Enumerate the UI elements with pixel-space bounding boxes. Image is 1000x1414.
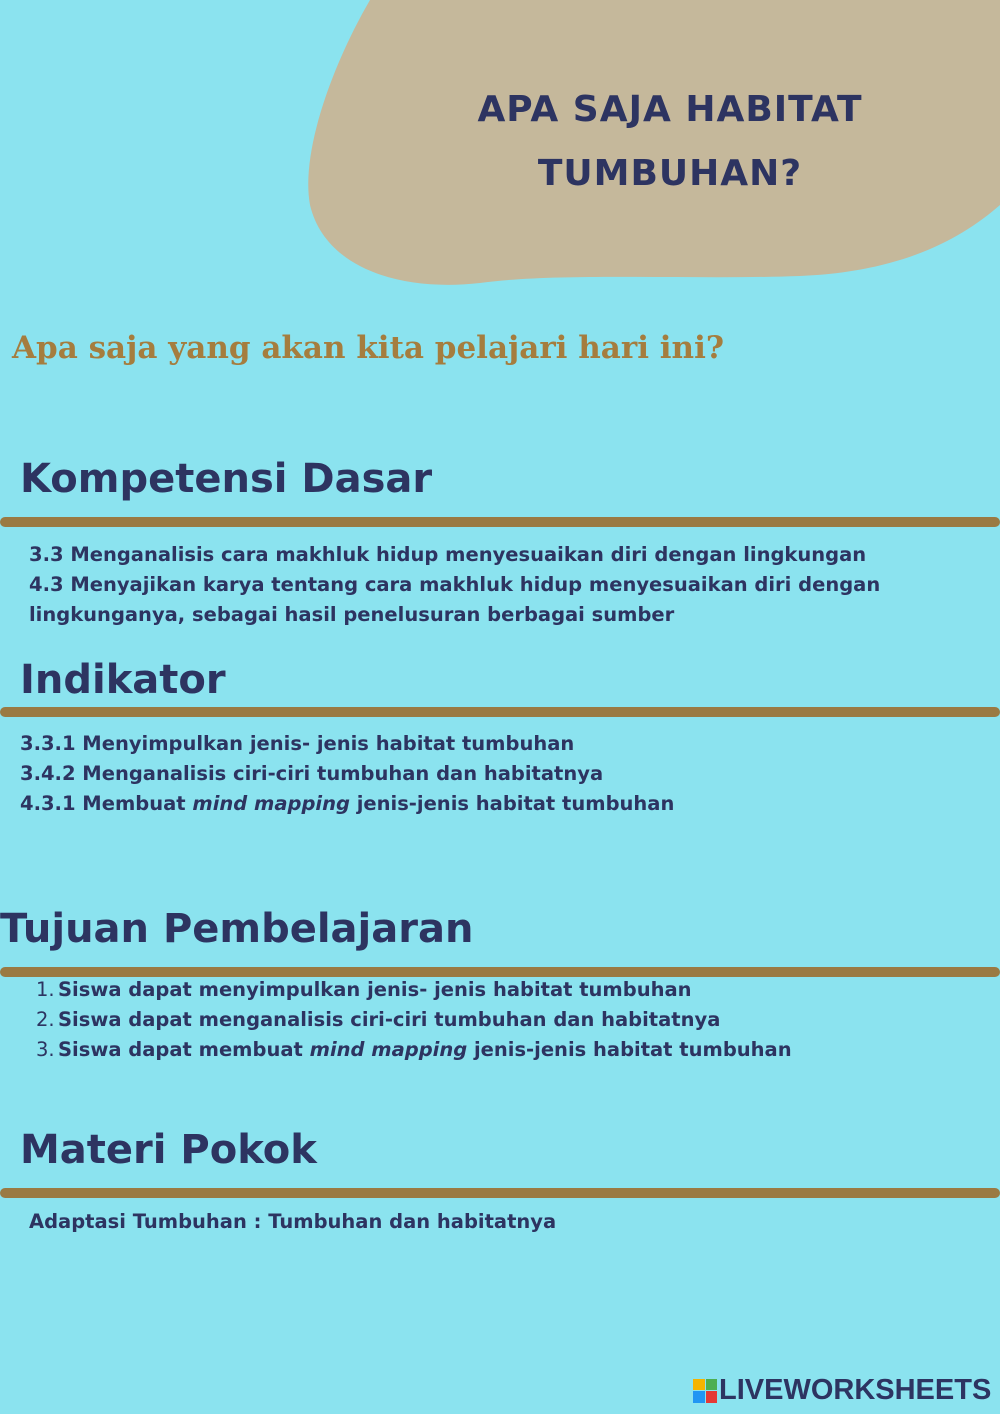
tujuan-item (36, 1035, 792, 1065)
tujuan-item-number: 3. (36, 1038, 55, 1061)
page-title (440, 78, 900, 206)
logo-square (693, 1391, 705, 1403)
tujuan-item-prefix: Siswa dapat membuat (58, 1038, 310, 1061)
indikator-item-prefix: 4.3.1 Membuat (20, 792, 193, 815)
logo-square (706, 1391, 718, 1403)
tujuan-item (36, 1005, 792, 1035)
kd-line: 4.3 Menyajikan karya tentang cara makhluk hidup menyesuaikan diri dengan (29, 573, 881, 596)
tujuan-list (36, 975, 792, 1065)
section-title-materi-pokok: Materi Pokok (20, 1127, 317, 1173)
section-title-indikator: Indikator (20, 657, 226, 703)
indikator-item: 3.4.2 Menganalisis ciri-ciri tumbuhan dan habitatnya (20, 762, 604, 785)
section-title-kompetensi-dasar: Kompetensi Dasar (20, 456, 433, 502)
section-divider (0, 517, 1000, 527)
tujuan-item-text (58, 1035, 792, 1065)
tujuan-item-number: 1. (36, 978, 55, 1001)
kd-line: 3.3 Menganalisis cara makhluk hidup menyesuaikan diri dengan lingkungan (29, 543, 867, 566)
section-divider (0, 1188, 1000, 1198)
kd-line: lingkunganya, sebagai hasil penelusuran berbagai sumber (29, 603, 675, 626)
indikator-list (20, 729, 674, 819)
logo-square (693, 1379, 705, 1391)
kompetensi-dasar-text (29, 540, 880, 630)
indikator-item-italic: mind mapping (192, 792, 350, 815)
tujuan-item-suffix: jenis-jenis habitat tumbuhan (467, 1038, 792, 1061)
tujuan-item-number: 2. (36, 1008, 55, 1031)
section-title-tujuan-pembelajaran: Tujuan Pembelajaran (0, 906, 474, 952)
page-title-line-2: TUMBUHAN? (537, 153, 803, 194)
watermark-text: LIVEWORKSHEETS (719, 1374, 992, 1406)
section-divider (0, 707, 1000, 717)
indikator-item-suffix: jenis-jenis habitat tumbuhan (349, 792, 675, 815)
intro-question: Apa saja yang akan kita pelajari hari ini? (12, 330, 725, 366)
liveworksheets-watermark (693, 1374, 991, 1407)
tujuan-item (36, 975, 792, 1005)
indikator-item: 3.3.1 Menyimpulkan jenis- jenis habitat tumbuhan (20, 732, 575, 755)
tujuan-item-text: Siswa dapat menganalisis ciri-ciri tumbuhan dan habitatnya (58, 1008, 721, 1031)
indikator-item (20, 789, 674, 819)
logo-square (706, 1379, 718, 1391)
page-title-line-1: APA SAJA HABITAT (477, 89, 863, 130)
tujuan-item-text: Siswa dapat menyimpulkan jenis- jenis habitat tumbuhan (58, 978, 692, 1001)
materi-pokok-text: Adaptasi Tumbuhan : Tumbuhan dan habitatnya (29, 1210, 557, 1233)
tujuan-item-italic: mind mapping (309, 1038, 468, 1061)
liveworksheets-logo-icon (693, 1379, 717, 1403)
